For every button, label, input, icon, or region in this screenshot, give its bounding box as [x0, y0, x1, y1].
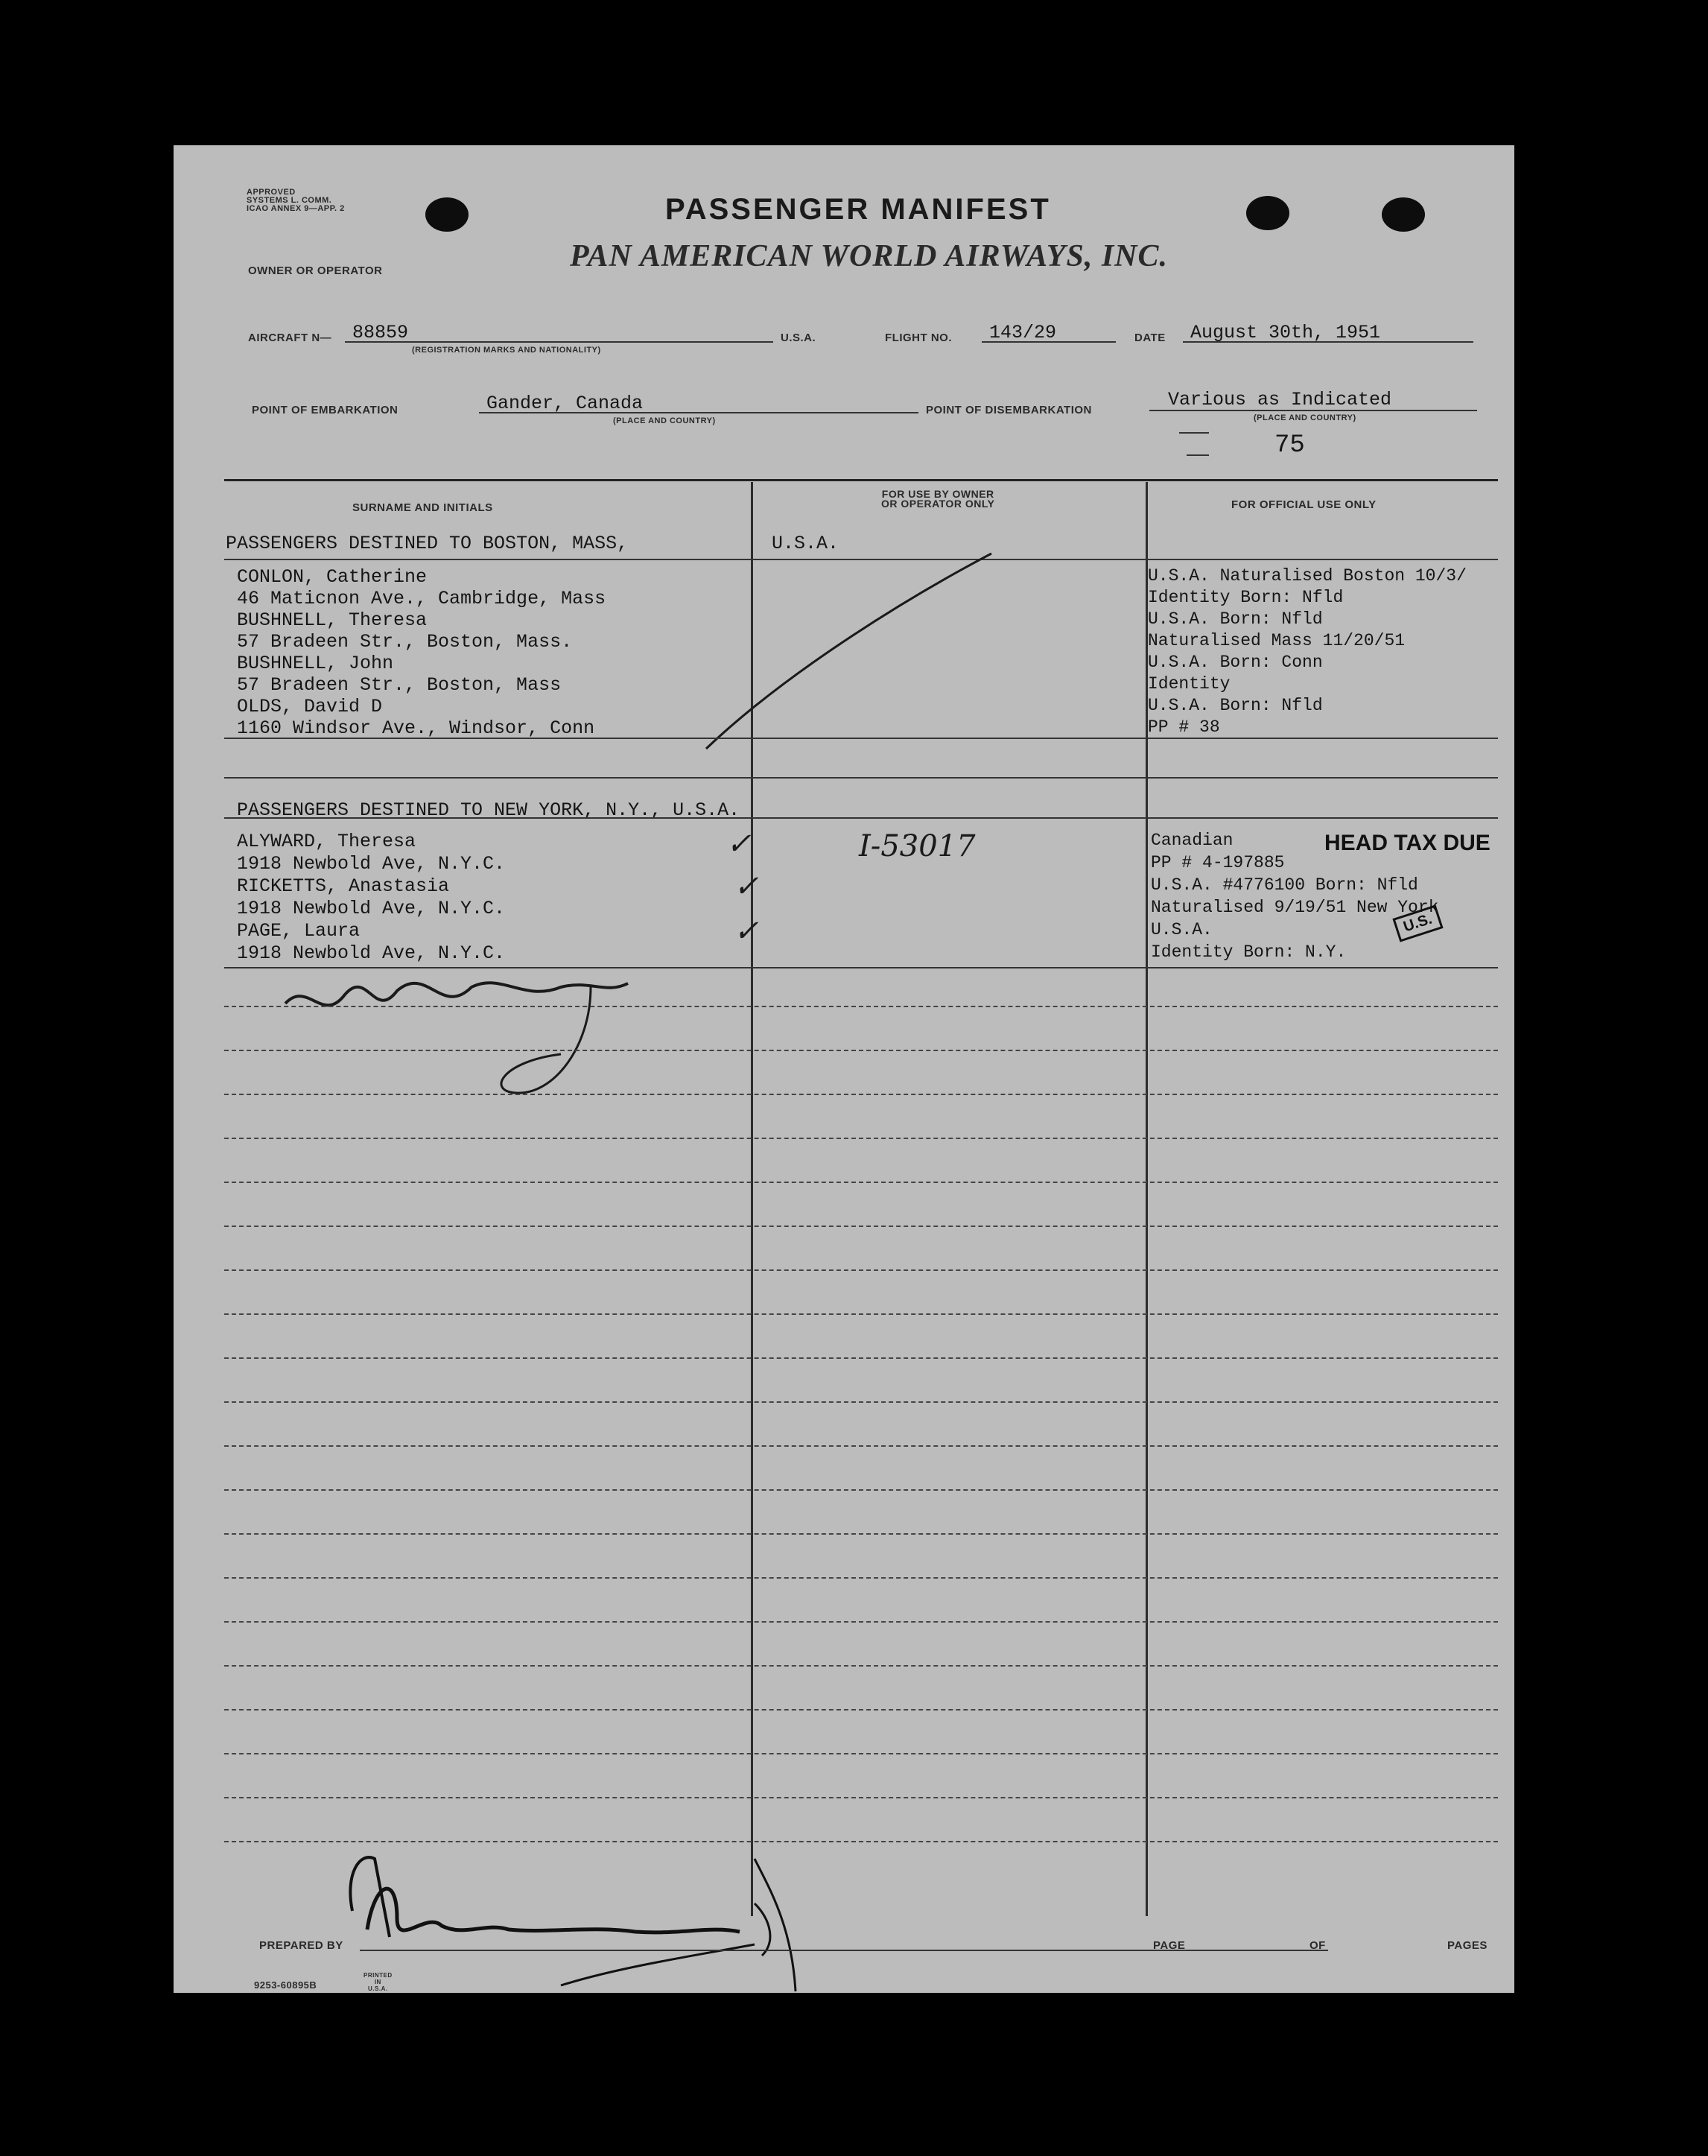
operator-note: I-53017 — [859, 829, 976, 863]
column-operator: FOR USE BY OWNER OR OPERATOR ONLY — [881, 488, 995, 510]
disembarkation-value: Various as Indicated — [1168, 389, 1392, 410]
boston-official-6: Identity — [1148, 674, 1231, 694]
newyork-official-2: PP # 4-197885 — [1151, 853, 1285, 872]
manifest-number: 75 — [1274, 431, 1305, 460]
row-rule — [224, 1709, 1498, 1710]
row-rule — [224, 738, 1498, 739]
aircraft-label: AIRCRAFT N— — [248, 332, 332, 344]
aircraft-country: U.S.A. — [781, 332, 816, 344]
newyork-row-1: ALYWARD, Theresa — [237, 831, 416, 852]
checkmark-2: ✓ — [734, 869, 759, 904]
newyork-official-1: Canadian — [1151, 831, 1234, 850]
row-rule — [224, 1050, 1498, 1051]
head-tax-stamp: HEAD TAX DUE — [1324, 831, 1490, 855]
newyork-row-4: 1918 Newbold Ave, N.Y.C. — [237, 898, 506, 919]
newyork-official-4: Naturalised 9/19/51 New York — [1151, 898, 1439, 917]
boston-row-1: CONLON, Catherine — [237, 566, 428, 588]
row-rule — [224, 1533, 1498, 1535]
owner-operator-label: OWNER OR OPERATOR — [248, 264, 383, 277]
row-rule — [224, 1445, 1498, 1447]
row-rule — [224, 1094, 1498, 1095]
row-rule — [224, 1841, 1498, 1842]
boston-official-4: Naturalised Mass 11/20/51 — [1148, 631, 1406, 650]
boston-row-5: BUSHNELL, John — [237, 653, 394, 674]
row-rule — [224, 817, 1498, 819]
boston-official-2: Identity Born: Nfld — [1148, 588, 1344, 607]
boston-row-7: OLDS, David D — [237, 696, 383, 717]
boston-official-8: PP # 38 — [1148, 717, 1220, 737]
row-rule — [224, 1006, 1498, 1007]
disembarkation-sub: (PLACE AND COUNTRY) — [1254, 413, 1356, 422]
embarkation-sub: (PLACE AND COUNTRY) — [613, 416, 716, 425]
airline-name: PAN AMERICAN WORLD AIRWAYS, INC. — [570, 239, 1169, 273]
row-rule — [224, 1797, 1498, 1798]
boston-official-3: U.S.A. Born: Nfld — [1148, 609, 1323, 629]
boston-row-8: 1160 Windsor Ave., Windsor, Conn — [237, 717, 595, 739]
form-number: 9253-60895B — [254, 1979, 317, 1991]
signature-strokes — [174, 145, 1514, 1993]
newyork-row-3: RICKETTS, Anastasia — [237, 875, 450, 897]
prepared-by-label: PREPARED BY — [259, 1939, 343, 1952]
column-official: FOR OFFICIAL USE ONLY — [1231, 498, 1377, 511]
newyork-row-5: PAGE, Laura — [237, 920, 361, 942]
boston-heading-country: U.S.A. — [772, 533, 839, 554]
row-rule — [224, 1138, 1498, 1139]
boston-row-3: BUSHNELL, Theresa — [237, 609, 428, 631]
checkmark-1: ✓ — [726, 827, 752, 861]
date-value: August 30th, 1951 — [1190, 322, 1381, 343]
manifest-sheet — [174, 145, 1514, 1993]
embarkation-label: POINT OF EMBARKATION — [252, 404, 399, 416]
approved-note: APPROVED SYSTEMS L. COMM. ICAO ANNEX 9—APP. 2 — [247, 188, 345, 213]
disembarkation-label: POINT OF DISEMBARKATION — [926, 404, 1092, 416]
row-rule — [224, 1269, 1498, 1271]
us-box-stamp: U.S. — [1392, 904, 1443, 942]
date-label: DATE — [1134, 332, 1166, 344]
row-rule — [224, 1621, 1498, 1623]
newyork-row-2: 1918 Newbold Ave, N.Y.C. — [237, 853, 506, 875]
row-rule — [224, 1357, 1498, 1359]
row-rule — [224, 1226, 1498, 1227]
page-title: PASSENGER MANIFEST — [665, 193, 1051, 226]
checkmark-3: ✓ — [734, 914, 759, 948]
boston-official-5: U.S.A. Born: Conn — [1148, 653, 1323, 672]
flight-value: 143/29 — [989, 322, 1057, 343]
row-rule — [224, 1577, 1498, 1579]
page-label: PAGE — [1153, 1939, 1186, 1952]
newyork-official-6: Identity Born: N.Y. — [1151, 942, 1347, 962]
aircraft-value: 88859 — [352, 322, 409, 343]
aircraft-sub: (REGISTRATION MARKS AND NATIONALITY) — [412, 346, 601, 355]
newyork-heading: PASSENGERS DESTINED TO NEW YORK, N.Y., U.S.A. — [237, 799, 740, 821]
newyork-official-3: U.S.A. #4776100 Born: Nfld — [1151, 875, 1418, 895]
boston-row-4: 57 Bradeen Str., Boston, Mass. — [237, 631, 573, 653]
boston-heading: PASSENGERS DESTINED TO BOSTON, MASS, — [226, 533, 629, 554]
row-rule — [224, 1665, 1498, 1667]
boston-official-1: U.S.A. Naturalised Boston 10/3/ — [1148, 566, 1467, 586]
row-rule — [224, 967, 1498, 968]
boston-row-6: 57 Bradeen Str., Boston, Mass — [237, 674, 562, 696]
row-rule — [224, 1313, 1498, 1315]
flight-label: FLIGHT NO. — [885, 332, 952, 344]
row-rule — [224, 1753, 1498, 1754]
pages-label: PAGES — [1447, 1939, 1488, 1952]
row-rule — [224, 1489, 1498, 1491]
row-rule — [224, 1401, 1498, 1403]
row-rule — [224, 777, 1498, 779]
column-surname: SURNAME AND INITIALS — [352, 501, 493, 514]
printed-note: PRINTED IN U.S.A. — [363, 1972, 393, 1992]
newyork-row-6: 1918 Newbold Ave, N.Y.C. — [237, 942, 506, 964]
of-label: OF — [1309, 1939, 1326, 1952]
boston-row-2: 46 Maticnon Ave., Cambridge, Mass — [237, 588, 606, 609]
boston-official-7: U.S.A. Born: Nfld — [1148, 696, 1323, 715]
row-rule — [224, 1182, 1498, 1183]
newyork-official-5: U.S.A. — [1151, 920, 1213, 939]
embarkation-value: Gander, Canada — [486, 393, 644, 414]
